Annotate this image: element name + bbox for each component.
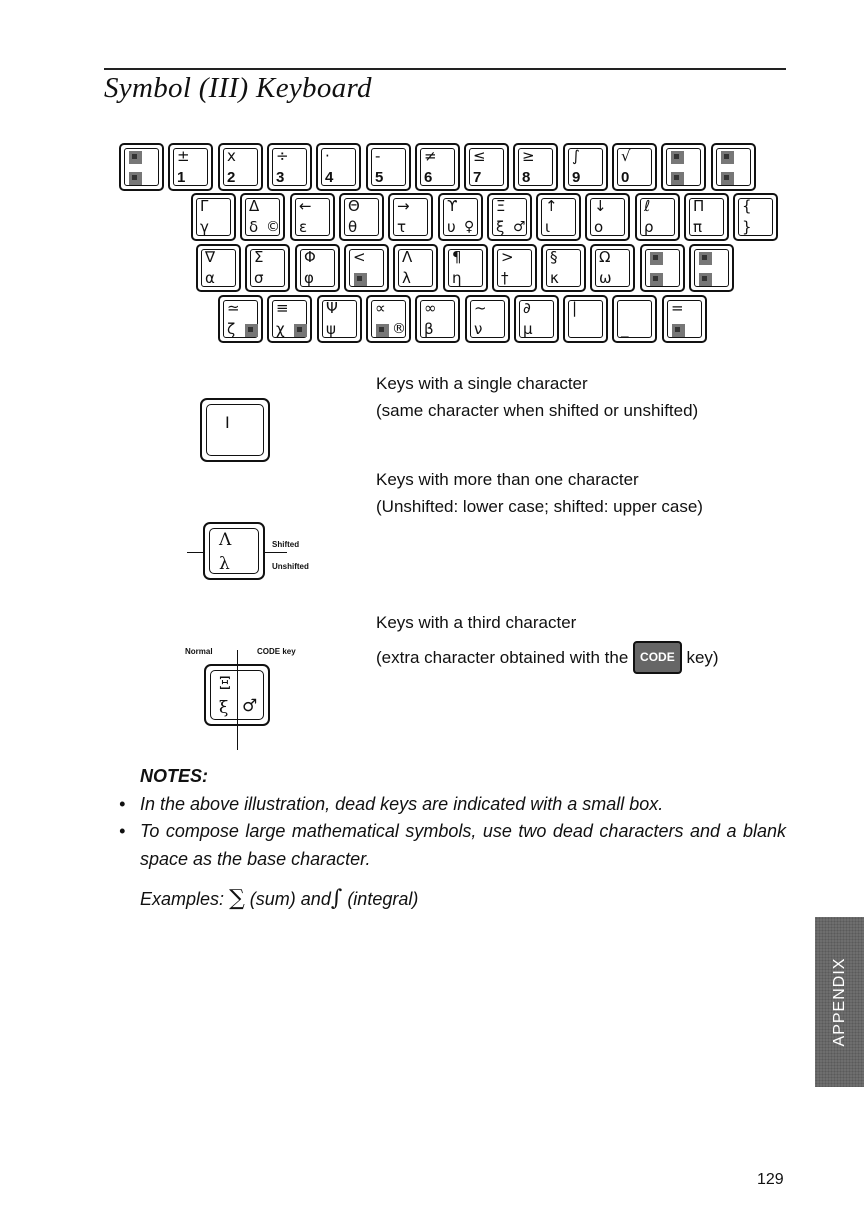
dead-key-box-lower [672,324,685,337]
note-bullet-2 [119,817,787,873]
keyboard-row-2 [191,193,781,247]
key-upper-char: ∝ [375,299,386,317]
key-lower-char: π [693,218,703,236]
key-lower-char: θ [348,218,358,236]
sum-symbol: ∑ [229,886,245,911]
key-3-11 [689,244,734,292]
key-2-8 [536,193,581,241]
key-4-4 [366,295,411,343]
key-lower-char: η [452,269,462,287]
key-lower-char: 0 [621,169,630,186]
key-lower-char: † [501,269,509,287]
key-lower-char: 4 [325,169,334,186]
key-lower-char: κ [550,269,559,287]
bullet-dot: • [119,821,126,841]
dead-key-box-lower [129,172,142,185]
key-lower-char: ω [599,269,612,287]
key-upper-char: - [375,147,381,165]
key-lower-char: _ [621,320,629,338]
key-lower-char: ζ [227,320,236,338]
key-lower-char: 3 [276,169,285,186]
key-lower-char: τ [397,218,407,236]
legend-single-key-char: I [225,413,230,432]
key-lower-char: ψ [326,320,336,338]
key-upper-char: Ψ [326,299,338,317]
key-upper-char: ≥ [522,147,535,165]
notes-heading: NOTES: [140,766,209,786]
key-code-char: © [266,219,280,235]
dead-key-box-upper [699,252,712,265]
key-upper-char: ℓ [644,197,651,215]
key-upper-char: ± [177,147,190,165]
dead-key-box-upper [650,252,663,265]
title-rule [104,68,786,70]
key-lower-char: ρ [644,218,654,236]
legend-third-desc-2-post: key) [686,648,719,667]
key-lower-char: 2 [227,169,236,186]
key-upper-char: Σ [254,248,264,266]
legend-single-key [200,398,270,462]
key-upper-char: ÷ [276,147,289,165]
key-upper-char: Ξ [496,197,506,215]
key-lower-char: υ [447,218,456,236]
key-upper-char: ↓ [594,197,607,215]
dead-key-box-code [245,324,258,337]
key-upper-char: ∂ [523,299,531,317]
examples-line [140,886,418,911]
code-key-badge: CODE [633,641,682,674]
key-2-10 [635,193,680,241]
legend-third-key-code: ♂ [242,696,258,716]
key-upper-char: x [227,147,236,165]
key-1-10 [563,143,608,191]
dead-key-box-lower [699,273,712,286]
key-3-1 [196,244,241,292]
key-2-1 [191,193,236,241]
key-4-8 [563,295,608,343]
key-3-6 [443,244,488,292]
dead-key-box-upper [129,151,142,164]
key-3-10 [640,244,685,292]
key-lower-char: ο [594,218,604,236]
bullet-dot: • [119,794,126,814]
legend-single-desc-1: Keys with a single character [376,374,588,393]
dead-key-box-lower [354,273,367,286]
legend-normal-label: Normal [185,647,213,656]
legend-multi-key-lower: λ [219,554,230,574]
legend-third-desc-2-pre: (extra character obtained with the [376,648,629,667]
key-lower-char: ξ [496,218,505,236]
legend-code-key-label: CODE key [257,647,296,656]
note-bullet-1-text: In the above illustration, dead keys are indicated with a small box. [140,794,664,814]
key-upper-char: Λ [402,248,413,266]
dead-key-box-lower [721,172,734,185]
dead-key-box-lower [671,172,684,185]
appendix-side-tab [815,917,864,1087]
key-lower-char: 1 [177,169,186,186]
key-1-5 [316,143,361,191]
key-3-7 [492,244,537,292]
legend-multi-desc-1: Keys with more than one character [376,470,639,489]
key-upper-char: = [671,299,684,317]
key-lower-char: α [205,269,215,287]
key-lower-char: ε [299,218,308,236]
key-4-9 [612,295,657,343]
legend-third-desc-2 [376,641,719,674]
keyboard-row-4 [218,295,718,349]
key-lower-char: σ [254,269,264,287]
key-lower-char: β [424,320,434,338]
key-lower-char: 9 [572,169,581,186]
key-2-7 [487,193,532,241]
keyboard-row-1 [119,143,759,197]
key-lower-char: 6 [424,169,433,186]
key-lower-char: δ [249,218,259,236]
key-upper-char: ∇ [205,248,216,266]
legend-third-desc-1: Keys with a third character [376,613,577,632]
key-2-12 [733,193,778,241]
key-upper-char: Θ [348,197,360,215]
key-1-8 [464,143,509,191]
key-2-9 [585,193,630,241]
key-1-3 [218,143,263,191]
key-upper-char: ↑ [545,197,558,215]
key-4-1 [218,295,263,343]
key-upper-char: § [550,248,558,266]
key-lower-char: ι [545,218,551,236]
key-code-char: ® [392,321,406,337]
key-upper-char: ≤ [473,147,486,165]
key-1-1 [119,143,164,191]
key-upper-char: ∞ [424,299,437,317]
key-upper-char: √ [621,147,631,165]
examples-sum-text: (sum) and [249,889,331,909]
examples-integral-text: (integral) [347,889,419,909]
keyboard-row-3 [196,244,736,298]
legend-shifted-label: Shifted [272,540,300,549]
key-lower-char: 5 [375,169,384,186]
key-code-char: ♀ [464,219,475,235]
key-upper-char: · [325,147,330,165]
examples-label: Examples: [140,889,225,909]
page-title: Symbol (III) Keyboard [104,72,372,104]
legend-single-desc-2: (same character when shifted or unshifted) [376,401,699,420]
key-2-6 [438,193,483,241]
key-lower-char: ν [474,320,483,338]
legend-code-divider [237,650,238,750]
key-lower-char: χ [276,320,285,338]
key-4-2 [267,295,312,343]
legend-unshifted-label: Unshifted [272,562,309,571]
key-upper-char: < [353,248,366,266]
dead-key-box-code [294,324,307,337]
key-2-3 [290,193,335,241]
key-upper-char: ≃ [227,299,240,317]
dead-key-box-upper [671,151,684,164]
key-lower-char: 8 [522,169,531,186]
key-upper-char: | [572,299,578,317]
key-2-11 [684,193,729,241]
key-upper-char: ¶ [452,248,462,266]
key-4-7 [514,295,559,343]
integral-symbol: ∫ [330,886,343,911]
key-upper-char: ≡ [276,299,289,317]
key-upper-char: ∫ [572,147,580,165]
key-upper-char: Ω [599,248,611,266]
legend-third-key-lower: ξ [219,698,229,718]
key-lower-char: γ [200,218,209,236]
key-2-5 [388,193,433,241]
dead-key-box-lower [376,324,389,337]
key-upper-char: ~ [474,299,487,317]
key-3-2 [245,244,290,292]
key-upper-char: > [501,248,514,266]
dead-key-box-lower [650,273,663,286]
key-1-2 [168,143,213,191]
appendix-side-tab-label: APPENDIX [830,957,848,1047]
dead-key-box-upper [721,151,734,164]
key-upper-char: ← [299,197,312,215]
key-3-5 [393,244,438,292]
key-lower-char: } [742,218,752,236]
legend-multi-desc-2: (Unshifted: lower case; shifted: upper case) [376,497,703,516]
key-lower-char: 7 [473,169,482,186]
legend-multi-key-upper: Λ [219,530,232,550]
key-lower-char: φ [304,269,314,287]
key-lower-char: μ [523,320,533,338]
key-1-13 [711,143,756,191]
note-bullet-2-text: To compose large mathematical symbols, use two dead characters and a blank space as the base character. [140,821,786,869]
key-2-2 [240,193,285,241]
key-4-6 [465,295,510,343]
key-upper-char: ϒ [447,197,458,215]
key-upper-char: Π [693,197,705,215]
key-1-11 [612,143,657,191]
key-upper-char: Γ [200,197,209,215]
key-3-3 [295,244,340,292]
key-4-5 [415,295,460,343]
key-1-4 [267,143,312,191]
key-4-10 [662,295,707,343]
key-1-7 [415,143,460,191]
key-lower-char: λ [402,269,411,287]
key-2-4 [339,193,384,241]
key-upper-char: → [397,197,410,215]
legend-third-key-upper: Ξ [219,674,231,694]
page-number: 129 [757,1171,784,1188]
key-1-12 [661,143,706,191]
key-4-3 [317,295,362,343]
key-upper-char: { [742,197,752,215]
key-code-char: ♂ [513,219,526,235]
key-upper-char: Φ [304,248,316,266]
key-upper-char: ≠ [424,147,437,165]
legend-multi-key [203,522,265,580]
key-upper-char: Δ [249,197,260,215]
key-1-6 [366,143,411,191]
key-3-9 [590,244,635,292]
note-bullet-1 [119,790,787,818]
key-3-8 [541,244,586,292]
key-1-9 [513,143,558,191]
key-3-4 [344,244,389,292]
